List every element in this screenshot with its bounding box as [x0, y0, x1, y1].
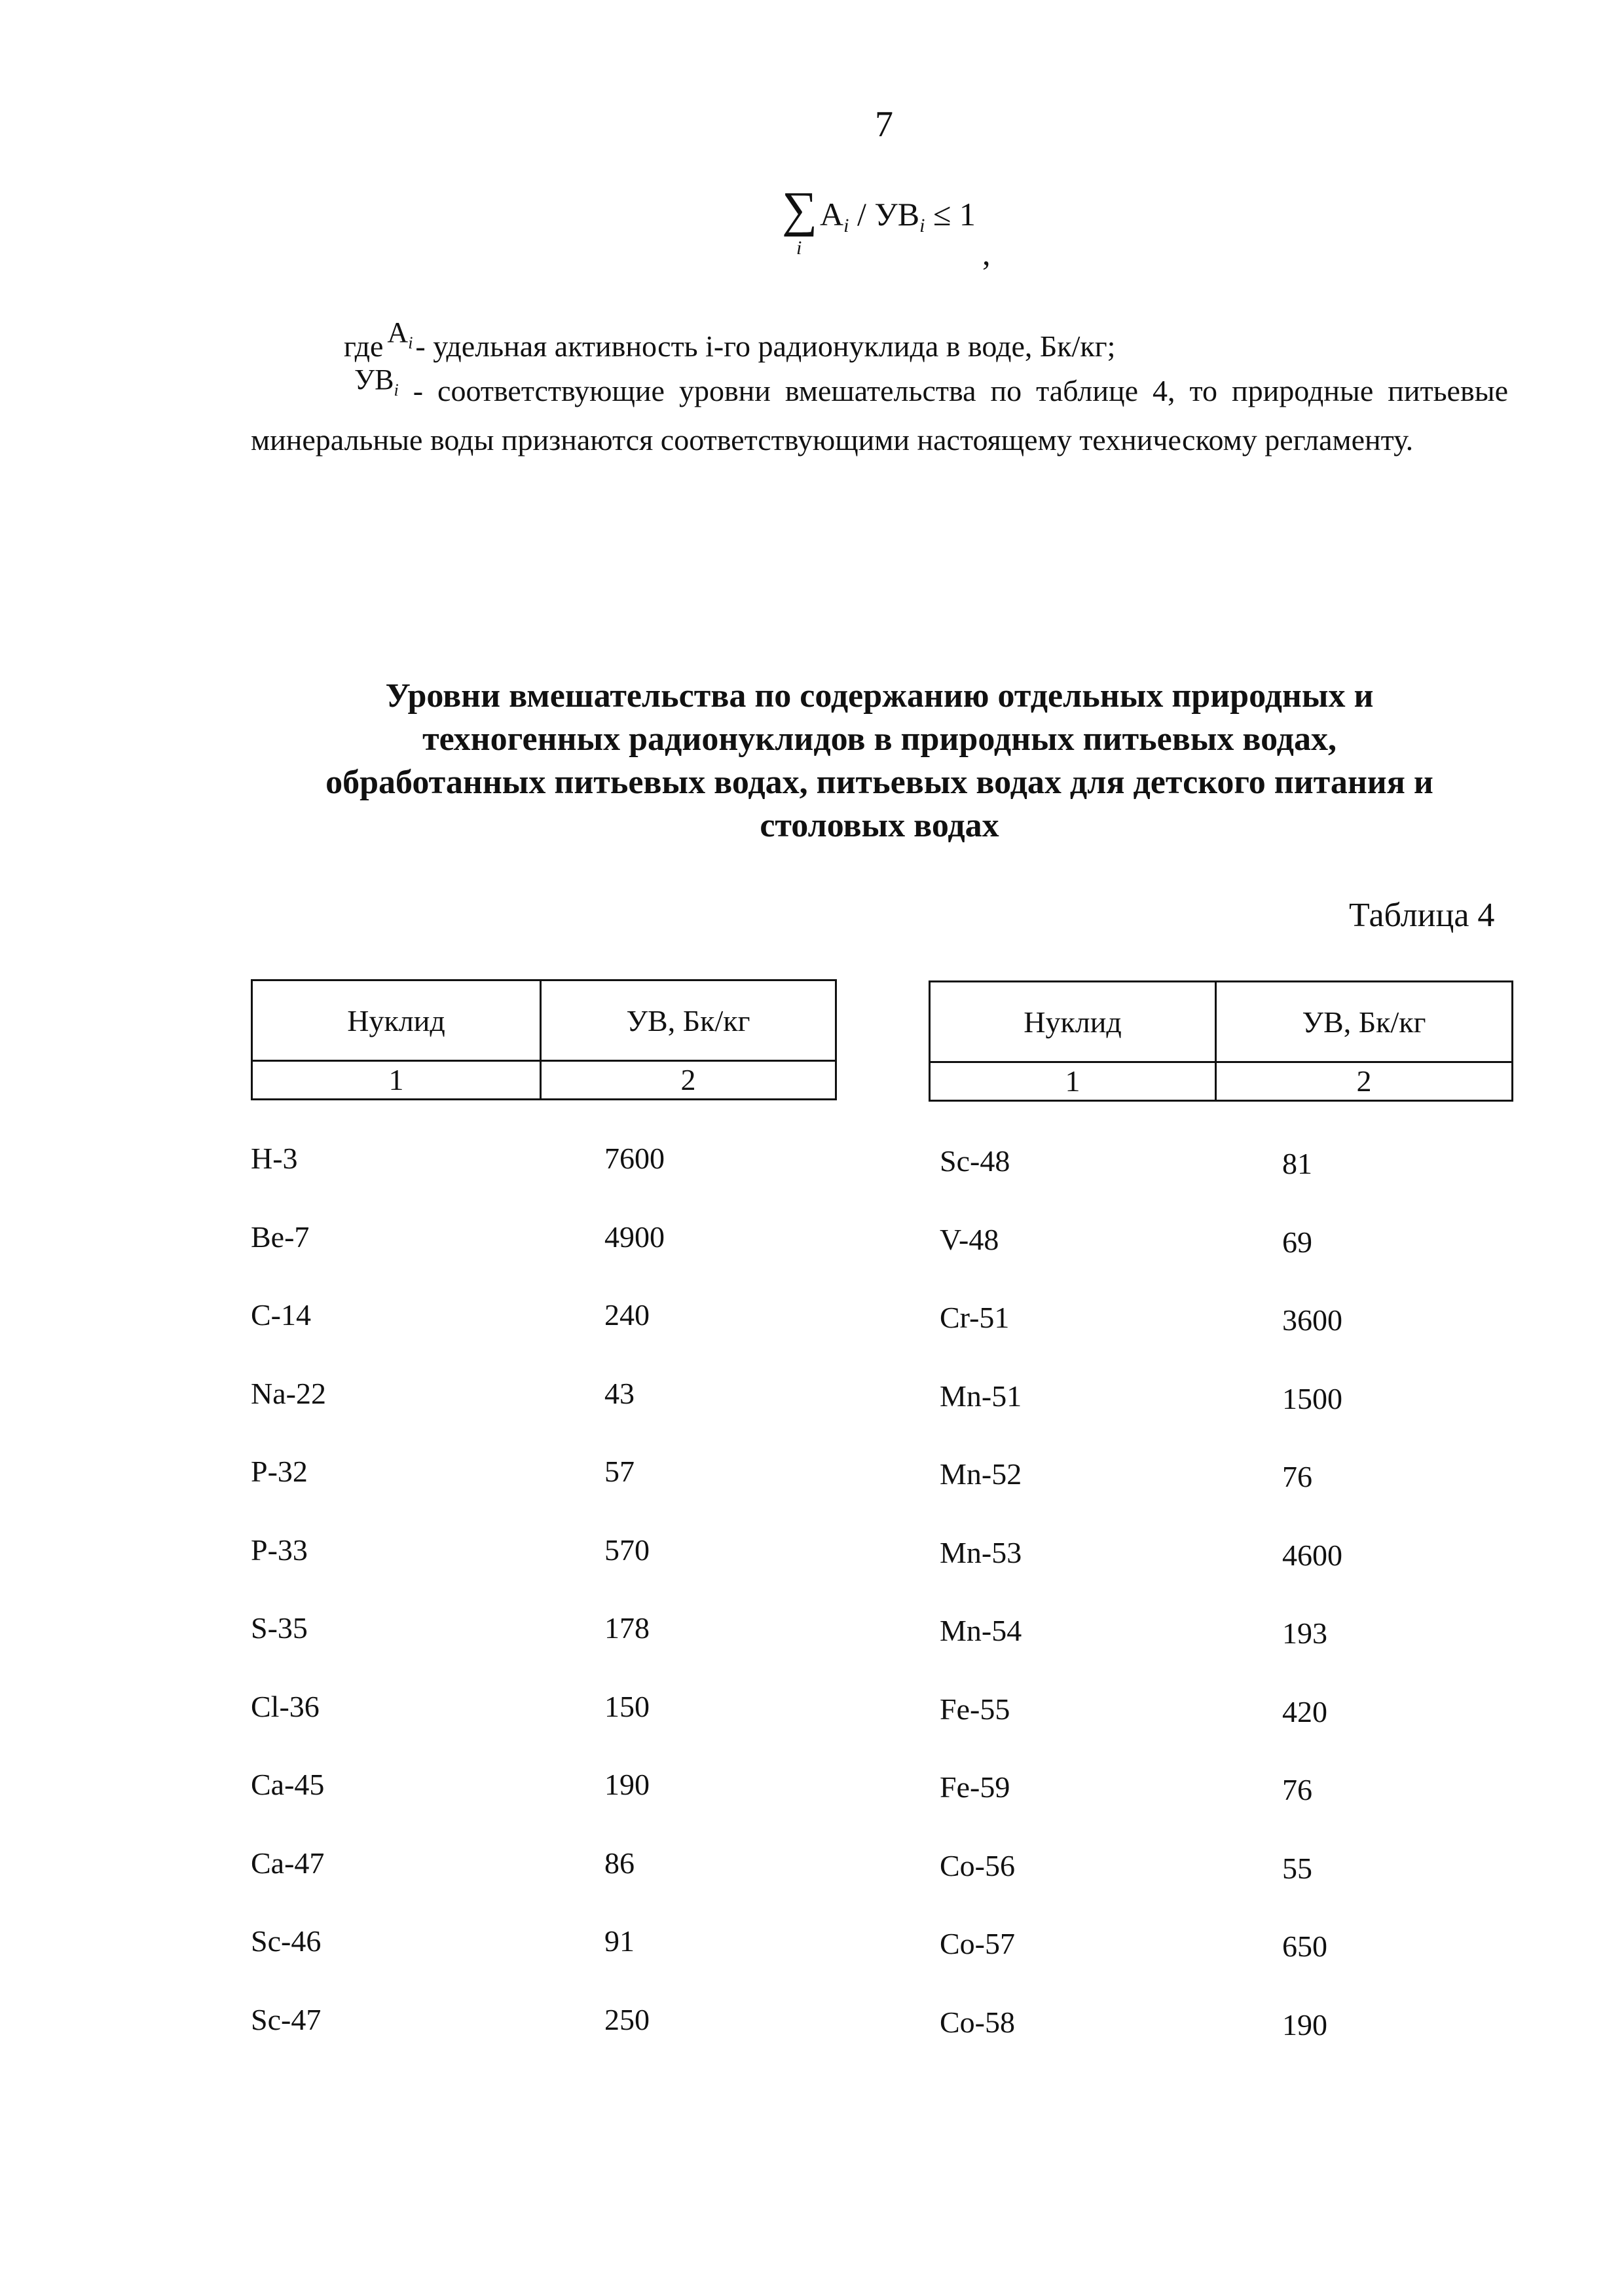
sum-index: i — [796, 237, 802, 259]
heading-line-4: столовых водах — [760, 807, 999, 844]
nuclide-cell: H-3 — [251, 1142, 298, 1175]
value-cell: 150 — [604, 1690, 650, 1723]
formula-term-uv-sub: i — [919, 215, 925, 236]
table-header-right — [929, 980, 1513, 1102]
header-col1-right: 1 — [930, 1062, 1216, 1101]
page-number: 7 — [875, 104, 893, 145]
uv-symbol-letters: УВ — [354, 364, 394, 396]
formula-expression — [820, 195, 976, 237]
nuclide-cell: P-33 — [251, 1533, 308, 1567]
nuclide-cell: Sc-48 — [940, 1144, 1010, 1178]
header-col2-right: 2 — [1216, 1062, 1513, 1101]
value-cell: 178 — [604, 1611, 650, 1645]
header-col1-left: 1 — [252, 1061, 541, 1100]
heading-line-2: техногенных радионуклидов в природных питьевых водах, — [422, 720, 1337, 758]
nuclide-cell: Co-58 — [940, 2006, 1015, 2039]
value-cell: 91 — [604, 1924, 635, 1958]
value-cell: 4900 — [604, 1220, 665, 1254]
definition-prefix: где — [344, 329, 384, 363]
value-cell: 4600 — [1282, 1539, 1342, 1572]
nuclide-cell: Fe-55 — [940, 1692, 1010, 1726]
value-cell: 55 — [1282, 1852, 1312, 1885]
value-cell: 43 — [604, 1377, 635, 1410]
value-cell: 7600 — [604, 1142, 665, 1175]
header-nuclide-left: Нуклид — [252, 980, 541, 1061]
nuclide-cell: P-32 — [251, 1455, 308, 1488]
definition-ai — [344, 316, 1116, 377]
definition-uv — [251, 364, 1509, 459]
header-nuclide-right: Нуклид — [930, 982, 1216, 1062]
sum-formula — [779, 182, 995, 280]
value-cell: 650 — [1282, 1930, 1327, 1963]
ai-symbol-sub: i — [408, 333, 413, 352]
nuclide-cell: Mn-53 — [940, 1536, 1022, 1569]
nuclide-cell: Cl-36 — [251, 1690, 320, 1723]
nuclide-cell: V-48 — [940, 1223, 999, 1256]
nuclide-cell: Ca-45 — [251, 1768, 325, 1801]
nuclide-cell: Ca-47 — [251, 1846, 325, 1880]
value-cell: 420 — [1282, 1695, 1327, 1728]
formula-relation: ≤ 1 — [925, 196, 976, 233]
uv-symbol — [251, 364, 399, 400]
nuclide-cell: Mn-54 — [940, 1614, 1022, 1647]
formula-term-a-sub: i — [843, 215, 849, 236]
value-cell: 76 — [1282, 1460, 1312, 1493]
ai-symbol — [387, 316, 413, 352]
ai-symbol-letter: A — [387, 316, 409, 348]
value-cell: 240 — [604, 1298, 650, 1332]
nuclide-cell: Fe-59 — [940, 1770, 1010, 1804]
formula-term-uv: УВ — [874, 196, 920, 233]
nuclide-cell: Sc-47 — [251, 2003, 322, 2036]
uv-symbol-sub: i — [394, 380, 399, 400]
value-cell: 570 — [604, 1533, 650, 1567]
nuclide-cell: Na-22 — [251, 1377, 326, 1410]
heading-line-1: Уровни вмешательства по содержанию отдельных природных и — [385, 677, 1374, 715]
value-cell: 76 — [1282, 1773, 1312, 1806]
value-cell: 193 — [1282, 1616, 1327, 1650]
table-label: Таблица 4 — [1349, 897, 1495, 934]
nuclide-cell: Co-57 — [940, 1927, 1015, 1960]
formula-term-a: A — [820, 196, 844, 233]
value-cell: 190 — [604, 1768, 650, 1801]
nuclide-cell: Mn-51 — [940, 1379, 1022, 1413]
formula-slash: / — [849, 196, 875, 233]
value-cell: 81 — [1282, 1147, 1312, 1180]
value-cell: 69 — [1282, 1225, 1312, 1259]
nuclide-cell: Mn-52 — [940, 1457, 1022, 1491]
nuclide-cell: Cr-51 — [940, 1301, 1010, 1334]
header-uv-right: УВ, Бк/кг — [1216, 982, 1513, 1062]
nuclide-cell: C-14 — [251, 1298, 311, 1332]
header-col2-left: 2 — [541, 1061, 836, 1100]
nuclide-cell: S-35 — [251, 1611, 308, 1645]
value-cell: 86 — [604, 1846, 635, 1880]
header-uv-left: УВ, Бк/кг — [541, 980, 836, 1061]
heading-line-3: обработанных питьевых водах, питьевых водах для детского питания и — [325, 764, 1433, 801]
table-header-left — [251, 979, 837, 1100]
nuclide-cell: Be-7 — [251, 1220, 310, 1254]
formula-comma: , — [982, 235, 991, 272]
sigma-symbol: ∑ — [782, 182, 818, 237]
ai-definition-text: - удельная активность i-го радионуклида в воде, Бк/кг; — [415, 329, 1116, 363]
nuclide-cell: Sc-46 — [251, 1924, 322, 1958]
nuclide-cell: Co-56 — [940, 1849, 1015, 1882]
section-heading — [251, 675, 1508, 848]
value-cell: 3600 — [1282, 1303, 1342, 1337]
value-cell: 250 — [604, 2003, 650, 2036]
value-cell: 1500 — [1282, 1382, 1342, 1415]
uv-definition-text: - соответствующие уровни вмешательства по таблице 4, то природные питьевые минеральные воды признаются соответствующими настоящему техническому регламенту. — [251, 374, 1509, 457]
value-cell: 190 — [1282, 2008, 1327, 2042]
value-cell: 57 — [604, 1455, 635, 1488]
